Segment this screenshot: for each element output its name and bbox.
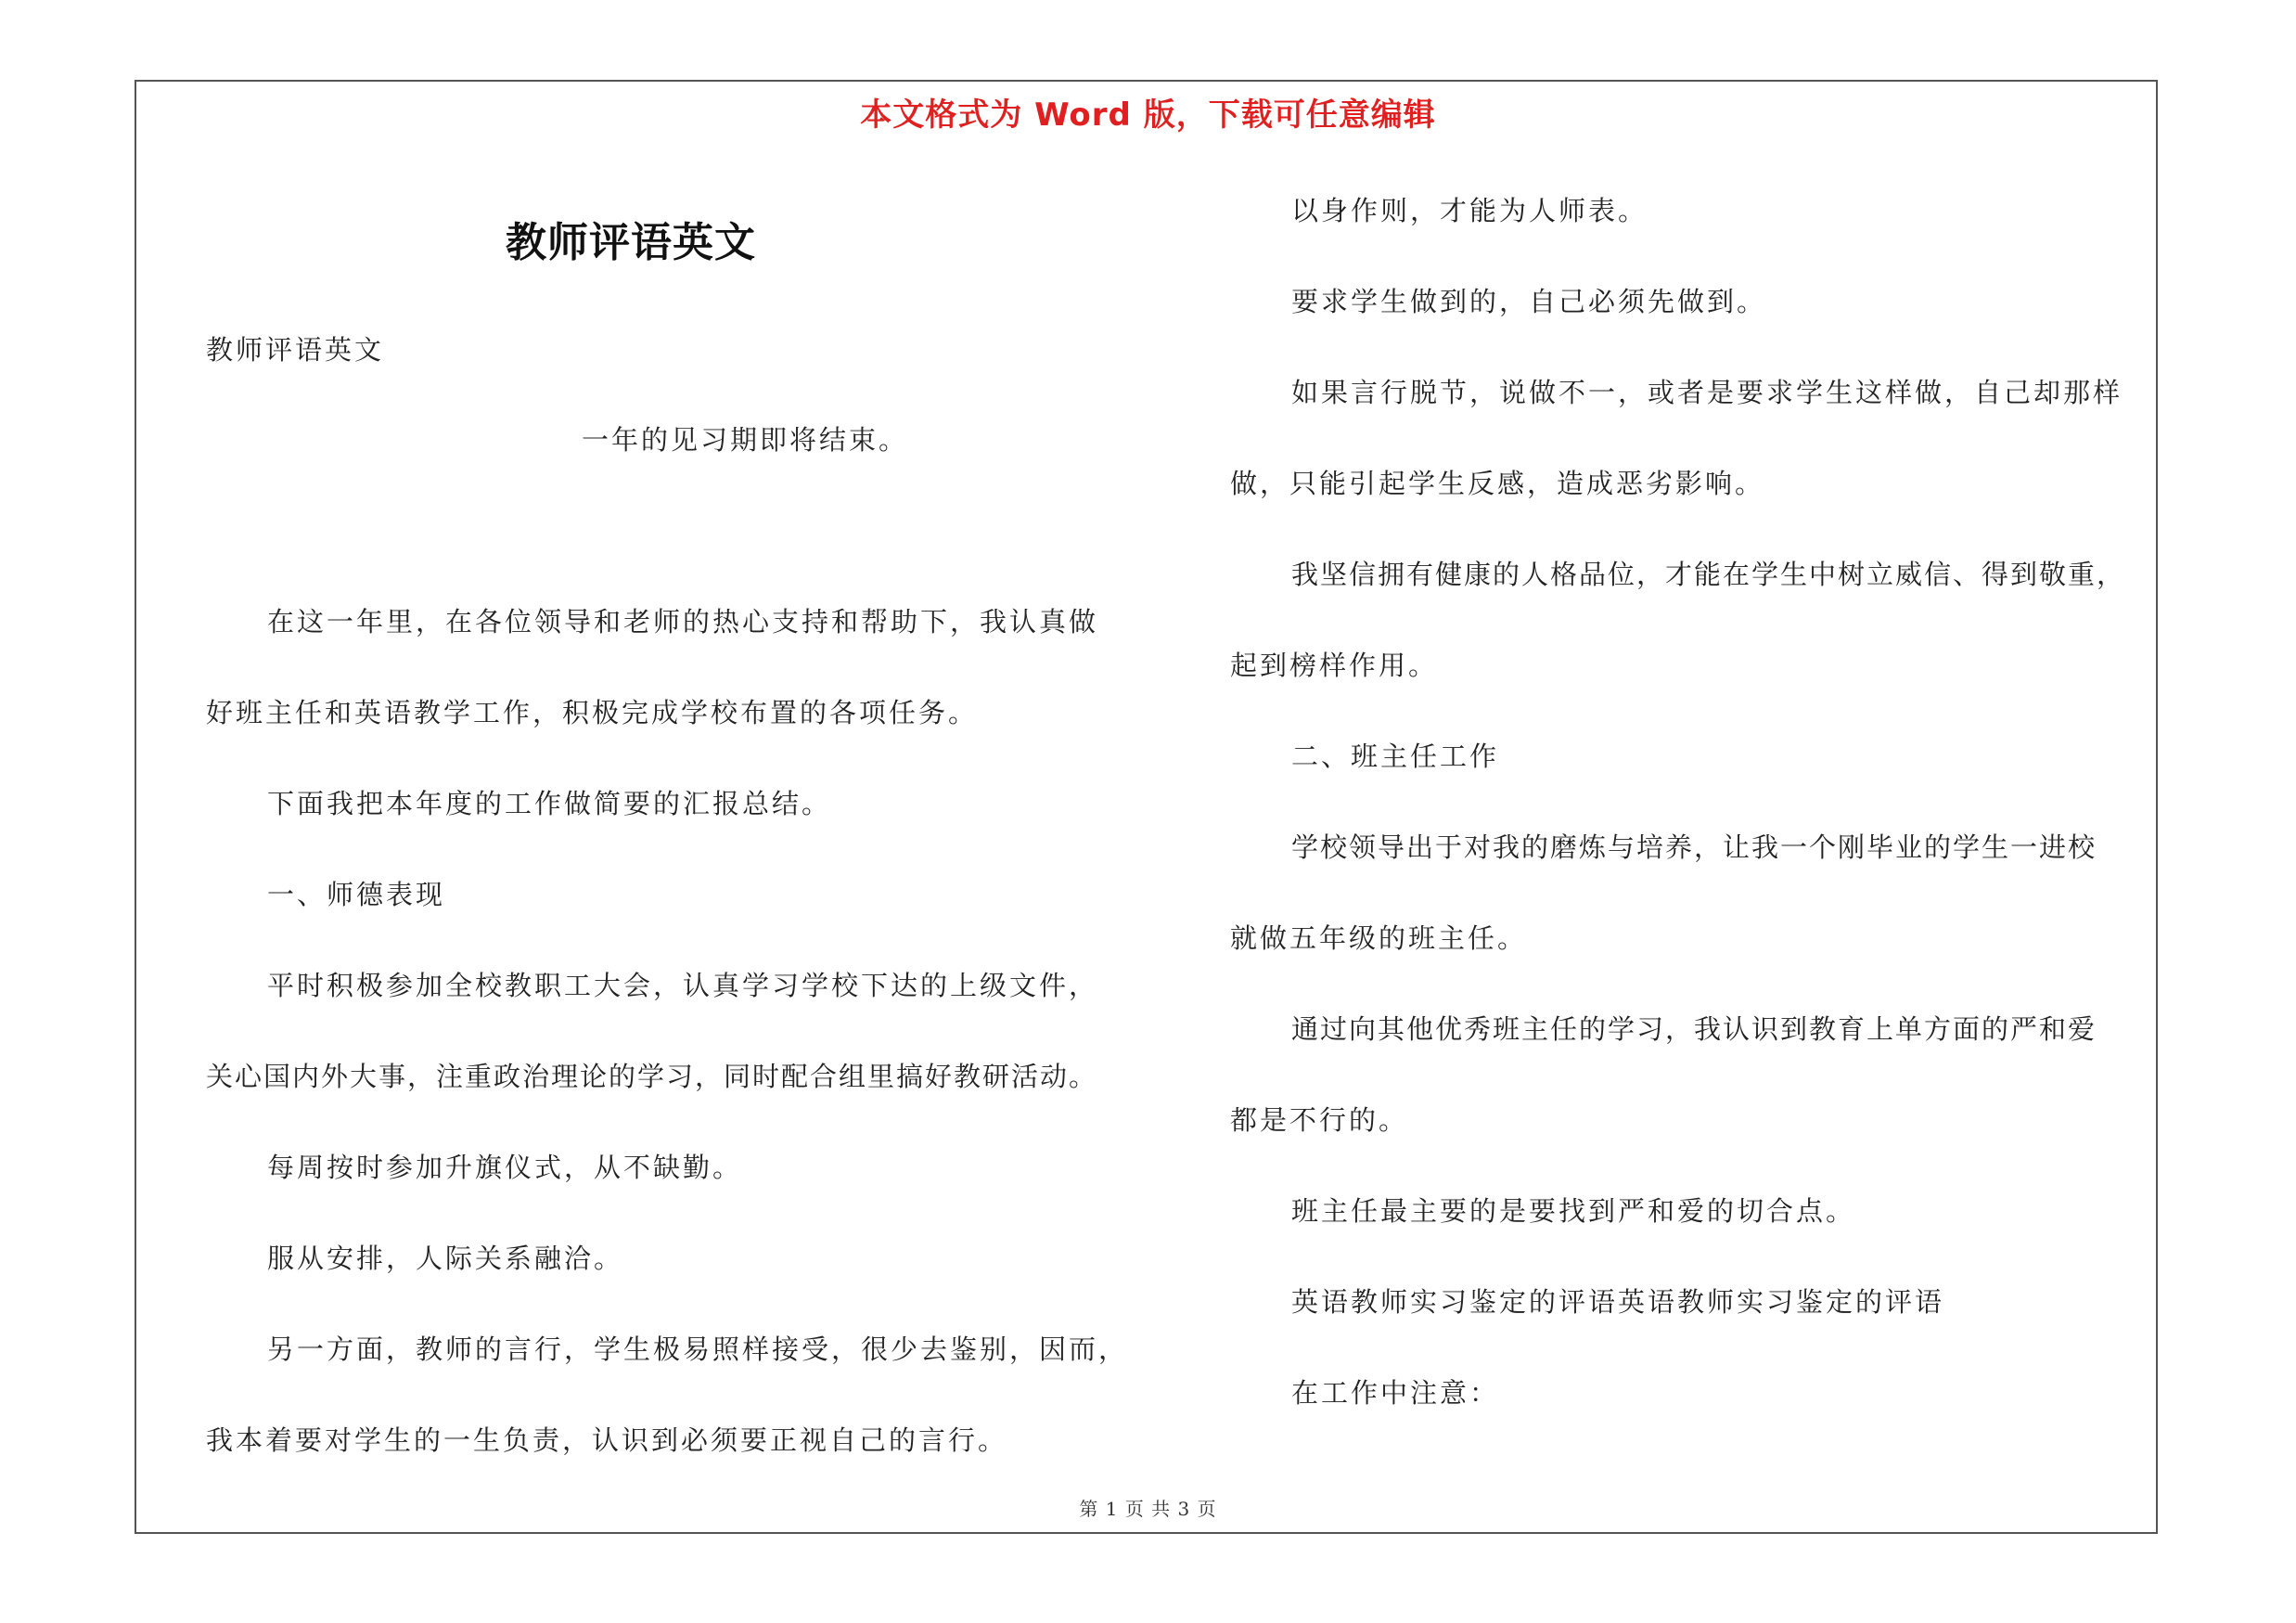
paragraph-line: 在工作中注意： — [1291, 1377, 1500, 1409]
paragraph-line: 平时积极参加全校教职工大会，认真学习学校下达的上级文件， — [267, 970, 1099, 1001]
paragraph-line: 在这一年里，在各位领导和老师的热心支持和帮助下，我认真做 — [267, 606, 1099, 638]
page-number-footer: 第 1 页 共 3 页 — [1079, 1498, 1217, 1520]
paragraph-line: 以身作则，才能为人师表。 — [1291, 195, 1648, 226]
paragraph-line: 要求学生做到的，自己必须先做到。 — [1291, 286, 1767, 317]
paragraph-line: 我本着要对学生的一生负责，认识到必须要正视自己的言行。 — [206, 1424, 1008, 1456]
paragraph-line: 每周按时参加升旗仪式，从不缺勤。 — [267, 1152, 743, 1183]
paragraph-line: 一年的见习期即将结束。 — [582, 424, 909, 456]
paragraph-line: 如果言行脱节，说做不一，或者是要求学生这样做，自己却那样 — [1291, 377, 2123, 408]
paragraph-line: 好班主任和英语教学工作，积极完成学校布置的各项任务。 — [206, 697, 979, 728]
format-notice-banner: 本文格式为 Word 版，下载可任意编辑 — [860, 97, 1436, 134]
document-title: 教师评语英文 — [506, 219, 756, 266]
paragraph-line: 关心国内外大事，注重政治理论的学习，同时配合组里搞好教研活动。 — [206, 1061, 1098, 1092]
paragraph-line: 就做五年级的班主任。 — [1230, 922, 1528, 954]
paragraph-line: 我坚信拥有健康的人格品位，才能在学生中树立威信、得到敬重， — [1291, 559, 2126, 590]
paragraph-line: 班主任最主要的是要找到严和爱的切合点。 — [1291, 1195, 1856, 1227]
paragraph-line: 通过向其他优秀班主任的学习，我认识到教育上单方面的严和爱 — [1291, 1013, 2097, 1045]
paragraph-line: 下面我把本年度的工作做简要的汇报总结。 — [267, 788, 832, 819]
paragraph-line: 起到榜样作用。 — [1230, 650, 1439, 681]
paragraph-line: 学校领导出于对我的磨炼与培养，让我一个刚毕业的学生一进校 — [1291, 831, 2097, 863]
section-heading: 二、班主任工作 — [1291, 741, 1500, 772]
section-heading: 一、师德表现 — [267, 879, 446, 910]
paragraph-line: 都是不行的。 — [1230, 1104, 1409, 1136]
paragraph-line: 做，只能引起学生反感，造成恶劣影响。 — [1230, 468, 1765, 499]
paragraph-line: 英语教师实习鉴定的评语英语教师实习鉴定的评语 — [1291, 1286, 1945, 1318]
paragraph-line: 另一方面，教师的言行，学生极易照样接受，很少去鉴别，因而， — [267, 1333, 1129, 1365]
subtitle-line: 教师评语英文 — [206, 334, 385, 366]
paragraph-line: 服从安排，人际关系融洽。 — [267, 1243, 624, 1274]
